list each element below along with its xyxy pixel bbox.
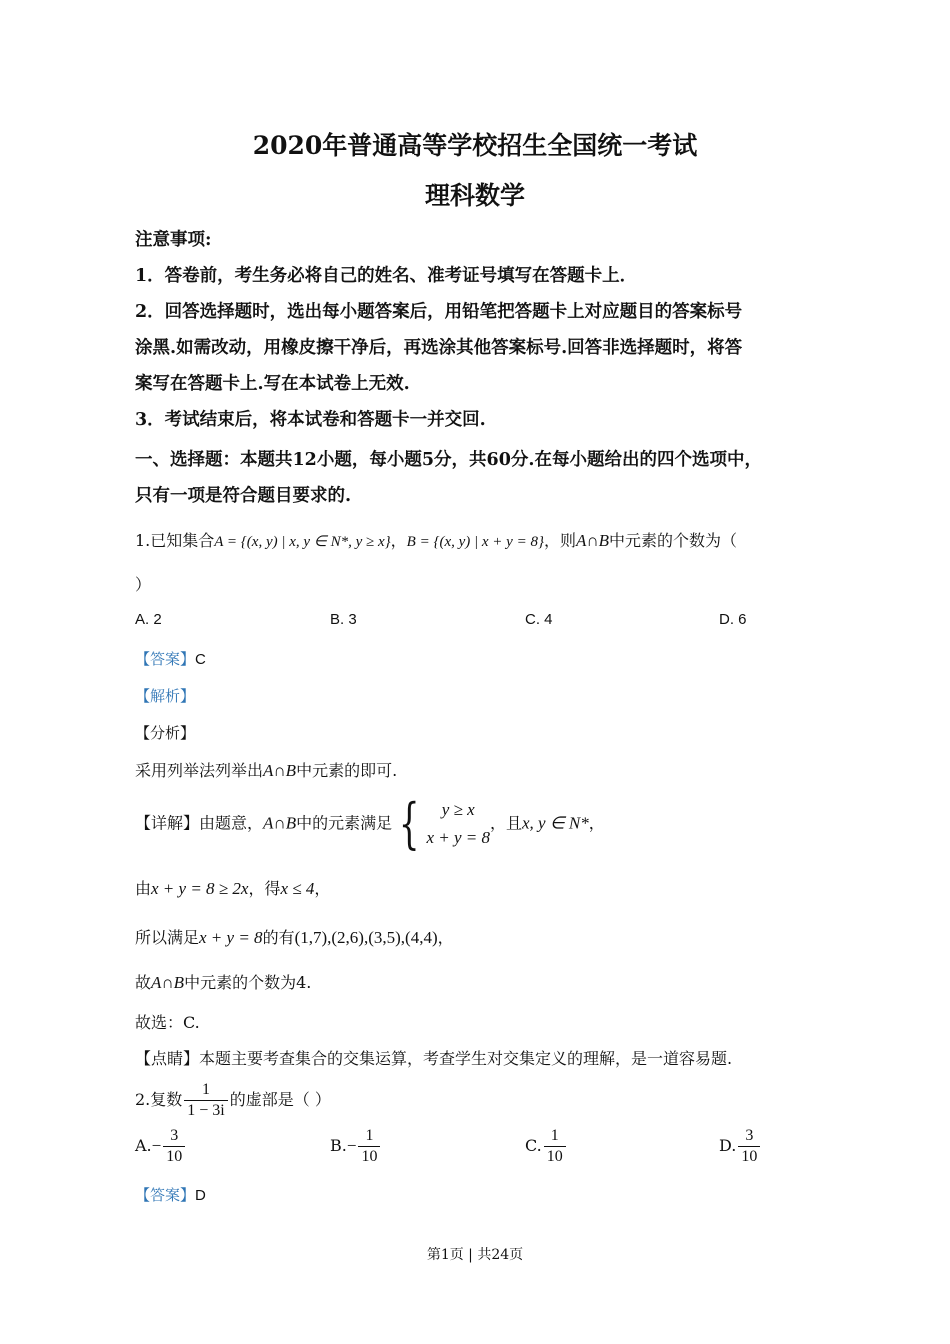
option-label: B. [330, 1136, 347, 1155]
q1-close-paren: ） [135, 575, 152, 594]
step1-equation: x + y = 8 ≥ 2x [151, 879, 249, 898]
q1-fenxi-text [135, 758, 397, 781]
notice-item-1: 1．答卷前，考生务必将自己的姓名、准考证号填写在答题卡上． [135, 266, 638, 286]
q2-suffix: 的虚部是（ ） [229, 1090, 331, 1109]
detail-tag: 【详解】 [135, 813, 200, 833]
q2-option-c [525, 1126, 568, 1167]
detail-intersection: A∩B [263, 813, 297, 833]
option-fraction [163, 1126, 185, 1167]
system-row-2: x + y = 8 [426, 828, 490, 847]
q2-fraction-den: 1 − 3i [184, 1100, 227, 1121]
option-fraction [738, 1126, 760, 1167]
step2-equation: x + y = 8 [199, 928, 263, 947]
q2-prefix: 2.复数 [135, 1090, 183, 1109]
q1-sep: ， [390, 531, 407, 550]
section-heading-line-2: 只有一项是符合题目要求的. [135, 486, 352, 506]
step2-text-a: 所以满足 [135, 928, 200, 947]
q2-stem [135, 1080, 331, 1121]
fenxi-intersection: A∩B [263, 761, 297, 780]
equation-system [392, 792, 490, 855]
fraction-den: 10 [163, 1146, 185, 1167]
step1-inequality: x ≤ 4 [280, 879, 315, 898]
q2-fraction [184, 1080, 227, 1121]
q1-comment [135, 1046, 732, 1069]
q1-answer [135, 648, 206, 669]
option-label: A. [135, 1136, 152, 1155]
page-footer: 第1页 | 共24页 [426, 1247, 524, 1263]
q2-answer [135, 1184, 206, 1205]
q1-option-b: B. 3 [330, 611, 357, 628]
q1-step-2 [135, 925, 454, 948]
notice-item-3: 3．考试结束后，将本试卷和答题卡一并交回. [135, 410, 486, 430]
answer-tag: 【答案】 [135, 651, 196, 668]
section-heading-line-1: 一、选择题：本题共12小题，每小题5分，共60分.在每小题给出的四个选项中， [135, 450, 762, 470]
detail-text-a: 由题意， [199, 813, 264, 833]
option-label: D. [719, 1136, 737, 1155]
fraction-den: 10 [544, 1146, 566, 1167]
option-label: C. [525, 1136, 542, 1155]
page-title: 2020年普通高等学校招生全国统一考试 [252, 131, 698, 160]
step2-text-b: 的有 [262, 928, 295, 947]
q1-answer-value: C [195, 651, 206, 668]
left-brace: { [398, 792, 420, 855]
q1-analysis-tag: 【解析】 [135, 688, 196, 705]
fraction-num: 3 [170, 1127, 179, 1144]
step2-text-c: ， [437, 928, 454, 947]
q1-option-c: C. 4 [525, 611, 553, 628]
q1-set-a: A = {(x, y) | x, y ∈ N*, y ≥ x} [214, 534, 391, 550]
page-subtitle: 理科数学 [424, 181, 525, 210]
q1-intersection: A∩B [575, 531, 610, 550]
detail-domain: x, y ∈ N* [522, 813, 589, 833]
notice-item-2-line-1: 2．回答选择题时，选出每小题答案后，用铅笔把答题卡上对应题目的答案标号 [135, 302, 743, 322]
fenxi-text-b: 中元素的即可. [296, 761, 398, 780]
q1-detail [135, 792, 605, 855]
q1-set-b: B = {(x, y) | x + y = 8} [406, 534, 544, 550]
notice-item-2-line-2: 涂黑.如需改动，用橡皮擦干净后，再选涂其他答案标号.回答非选择题时，将答 [135, 338, 743, 358]
detail-text-b: 中的元素满足 [296, 813, 393, 833]
fraction-den: 10 [358, 1146, 380, 1167]
q2-answer-value: D [195, 1187, 206, 1204]
detail-text-d: ， [588, 813, 605, 833]
step3-text-b: 中元素的个数为4. [184, 973, 312, 992]
step2-pairs: (1,7),(2,6),(3,5),(4,4) [294, 928, 438, 947]
q1-stem [135, 528, 737, 551]
system-row-1: y ≥ x [441, 800, 475, 819]
fraction-num: 1 [550, 1127, 559, 1144]
notice-heading: 注意事项: [135, 230, 212, 250]
q1-step-3 [135, 970, 311, 993]
q2-fraction-num: 1 [202, 1081, 211, 1098]
step1-text-c: ， [314, 879, 331, 898]
q1-mid: ，则 [543, 531, 576, 550]
q1-suffix: 中元素的个数为（ [609, 531, 738, 550]
step3-intersection: A∩B [151, 973, 185, 992]
step3-text-a: 故 [135, 973, 152, 992]
option-fraction [544, 1126, 566, 1167]
q1-fenxi-tag: 【分析】 [135, 725, 196, 742]
fraction-num: 1 [365, 1127, 374, 1144]
step1-text-a: 由 [135, 879, 152, 898]
fraction-den: 10 [738, 1146, 760, 1167]
option-sign: − [151, 1136, 162, 1155]
detail-text-c: ，且 [490, 813, 523, 833]
q2-option-d [719, 1126, 762, 1167]
q2-option-a [135, 1126, 187, 1167]
q1-option-d: D. 6 [719, 611, 747, 628]
q1-option-a: A. 2 [135, 611, 162, 628]
q1-prefix: 1.已知集合 [135, 531, 215, 550]
q1-step-1 [135, 876, 330, 899]
notice-item-2-line-3: 案写在答题卡上.写在本试卷上无效. [135, 374, 410, 394]
comment-text: 本题主要考查集合的交集运算，考查学生对交集定义的理解，是一道容易题. [199, 1049, 733, 1068]
option-sign: − [346, 1136, 357, 1155]
comment-tag: 【点睛】 [135, 1049, 200, 1068]
answer-tag: 【答案】 [135, 1187, 196, 1204]
q2-option-b [330, 1126, 382, 1167]
option-fraction [358, 1126, 380, 1167]
fenxi-text-a: 采用列举法列举出 [135, 761, 264, 780]
step1-text-b: ，得 [248, 879, 281, 898]
fraction-num: 3 [745, 1127, 754, 1144]
q1-choose: 故选：C. [135, 1013, 200, 1032]
